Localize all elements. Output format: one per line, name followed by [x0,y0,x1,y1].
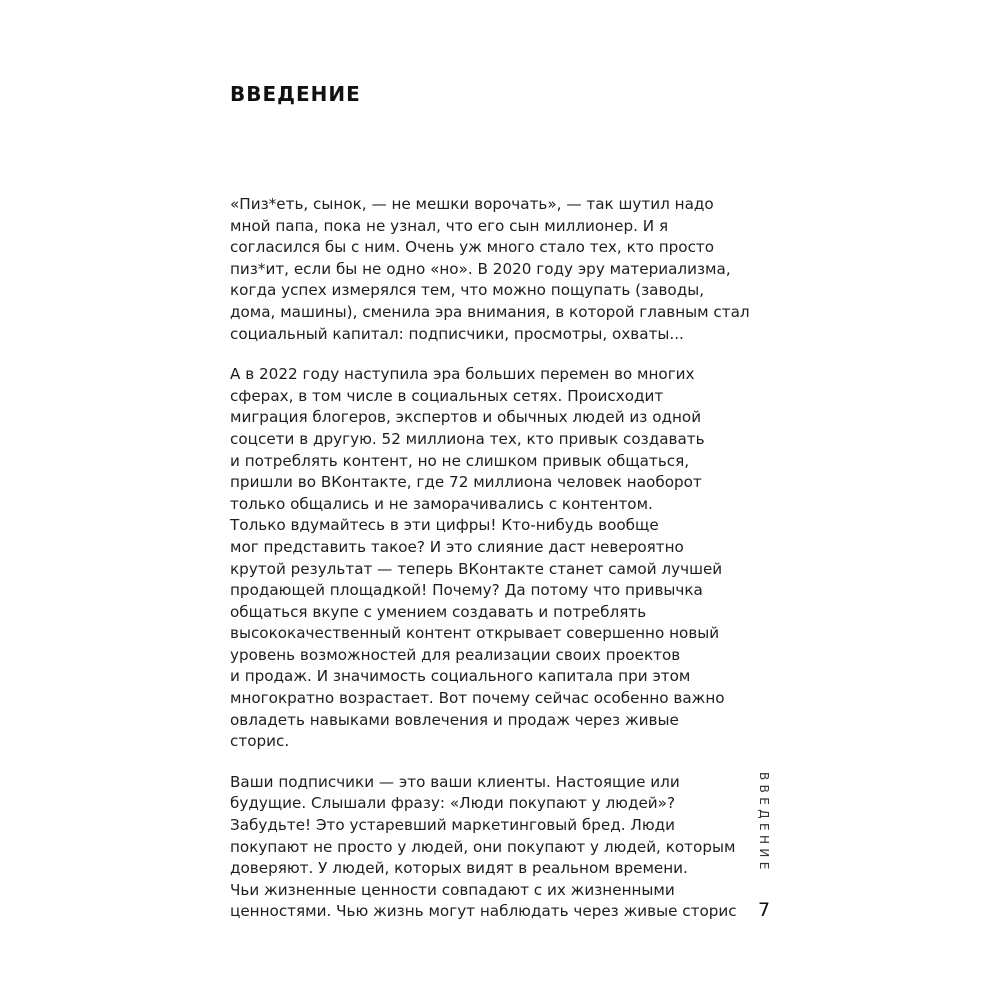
paragraph-1 [230,194,750,345]
text-line: согласился бы с ним. Очень уж много стало тех, кто просто [230,238,715,257]
paragraph-3 [230,772,737,923]
text-line: овладеть навыками вовлечения и продаж через живые [230,710,679,729]
chapter-title: ВВЕДЕНИЕ [230,82,361,106]
text-line: мной папа, пока не узнал, что его сын миллионер. И я [230,216,669,235]
text-line: доверяют. У людей, которых видят в реальном времени. [230,859,688,878]
page-number: 7 [757,899,771,921]
text-line: высококачественный контент открывает совершенно новый [230,624,720,643]
text-line: сферах, в том числе в социальных сетях. Происходит [230,386,664,405]
body-text [230,194,750,942]
running-head-label: ВВЕДЕНИЕ [757,772,771,874]
text-line: А в 2022 году наступила эра больших перемен во многих [230,365,695,384]
text-line: когда успех измерялся тем, что можно пощупать (заводы, [230,281,705,300]
text-line: общаться вкупе с умением создавать и потреблять [230,602,647,621]
text-line: продающей площадкой! Почему? Да потому что привычка [230,581,703,600]
text-line: и продаж. И значимость социального капитала при этом [230,667,691,686]
text-line: многократно возрастает. Вот почему сейчас особенно важно [230,689,725,708]
running-head [753,772,775,884]
text-line: сторис. [230,732,290,751]
text-line: покупают не просто у людей, они покупают у людей, которым [230,837,736,856]
text-line: пришли во ВКонтакте, где 72 миллиона человек наоборот [230,473,702,492]
paragraph-2 [230,364,730,753]
text-line: Чьи жизненные ценности совпадают с их жизненными [230,880,675,899]
text-line: крутой результат — теперь ВКонтакте станет самой лучшей [230,559,723,578]
text-line: только общались и не заморачивались с контентом. [230,494,653,513]
text-line: социальный капитал: подписчики, просмотры, охваты... [230,324,684,343]
text-line: миграция блогеров, экспертов и обычных людей из одной [230,408,702,427]
text-line: соцсети в другую. 52 миллиона тех, кто привык создавать [230,429,705,448]
text-line: Ваши подписчики — это ваши клиенты. Настоящие или [230,772,680,791]
text-line: Только вдумайтесь в эти цифры! Кто-нибудь вообще [230,516,659,535]
text-line: будущие. Слышали фразу: «Люди покупают у людей»? [230,794,676,813]
text-line: дома, машины), сменила эра внимания, в которой главным стал [230,302,750,321]
text-line: ценностями. Чью жизнь могут наблюдать через живые сторис [230,902,737,921]
text-line: уровень возможностей для реализации своих проектов [230,645,681,664]
text-line: Забудьте! Это устаревший маркетинговый бред. Люди [230,816,675,835]
text-line: «Пиз*еть, сынок, — не мешки ворочать», — так шутил надо [230,195,714,213]
text-line: мог представить такое? И это слияние даст невероятно [230,537,684,556]
text-line: пиз*ит, если бы не одно «но». В 2020 году эру материализма, [230,259,731,278]
text-line: и потреблять контент, но не слишком привык общаться, [230,451,690,470]
